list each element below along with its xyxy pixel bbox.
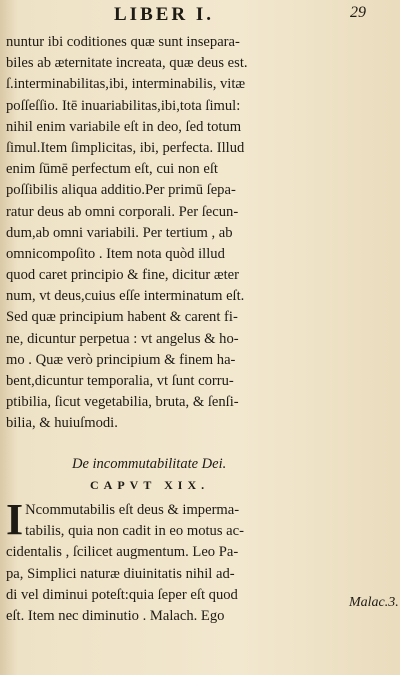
text-line: Sed quæ principium habent & carent fi-: [6, 309, 238, 326]
text-line: enim ſūmē perfectum eſt, cui non eſt: [6, 161, 218, 178]
text-line: ſimul.Item ſimplicitas, ibi, perfecta. Illud: [6, 139, 245, 156]
chapter-19-text: [6, 495, 348, 627]
text-line: eſt. Item nec diminutio . Malach. Ego: [6, 607, 225, 624]
text-line: nihil enim variabile eſt in deo, ſed totum: [6, 118, 242, 135]
text-line: ſ.interminabilitas,ibi, interminabilis, vitæ: [6, 76, 246, 93]
text-line: poſſibilis aliqua additio.Per primū ſepa-: [6, 182, 236, 199]
text-line: di vel diminui poteſt:quia ſeper eſt quod: [6, 586, 238, 603]
text-line: nuntur ibi coditiones quæ sunt insepara-: [6, 34, 240, 50]
marginal-note: Malac.3.: [349, 595, 399, 610]
text-line: ratur deus ab omni corporali. Per ſecun-: [6, 203, 239, 220]
page-header: [0, 2, 400, 26]
text-line: Ncommutabilis eſt deus & imperma-: [25, 502, 240, 518]
text-line: tabilis, quia non cadit in eo motus ac-: [25, 523, 244, 540]
text-line: dum,ab omni variabili. Per tertium , ab: [6, 224, 233, 241]
text-line: num, vt deus,cuius eſſe interminatum eſt.: [6, 288, 245, 305]
text-line: bent,dicuntur temporalia, vt ſunt corru-: [6, 373, 234, 389]
text-line: biles ab æternitate increata, quæ deus est.: [6, 55, 248, 72]
text-line: bilia, & huiuſmodi.: [6, 415, 118, 432]
text-line: omnicompoſito . Item nota quòd illud: [6, 245, 225, 262]
text-line: ptibilia, ſicut vegetabilia, bruta, & ſenſi-: [6, 394, 239, 411]
text-line: poſſeſſio. Itē inuariabilitas,ibi,tota ſimul:: [6, 97, 241, 114]
text-line: pa, Simplici naturæ diuinitatis nihil ad-: [6, 565, 235, 582]
running-head: LIBER I.: [114, 4, 215, 25]
page-number: 29: [350, 4, 366, 21]
chapter-number: CAPVT XIX.: [90, 478, 210, 492]
text-line: ne, dicuntur perpetua : vt angelus & ho-: [6, 330, 239, 347]
chapter-18-text: [6, 32, 348, 435]
drop-cap: I: [6, 495, 24, 544]
chapter-title: De incommutabilitate Dei.: [72, 456, 227, 472]
text-line: cidentalis , ſcilicet augmentum. Leo Pa-: [6, 544, 239, 561]
text-line: mo . Quæ verò principium & finem ha-: [6, 351, 236, 368]
text-line: quod caret principio & fine, dicitur æter: [6, 267, 240, 284]
